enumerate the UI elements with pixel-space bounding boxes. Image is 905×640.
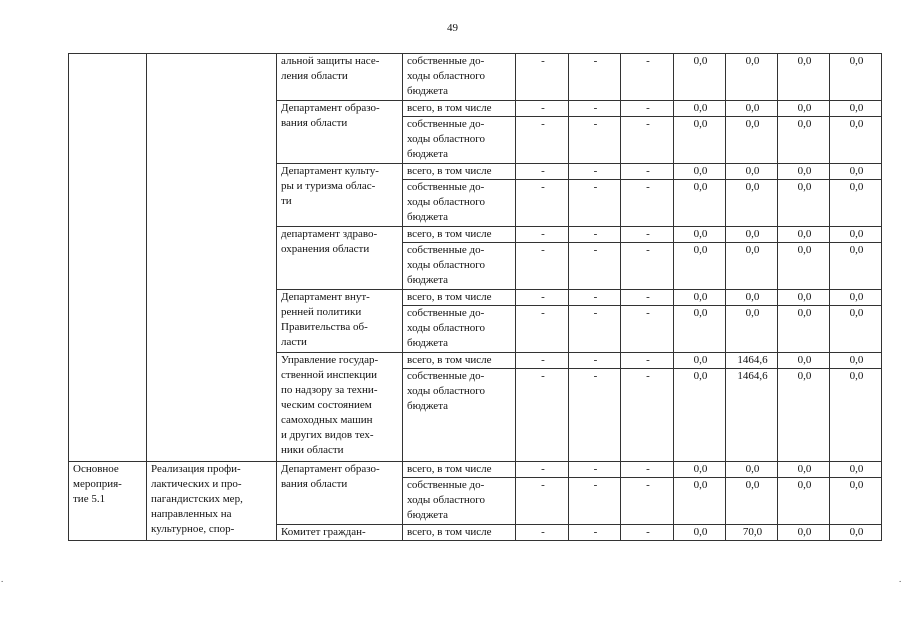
executor-cell: департамент здраво- охранения области <box>277 227 403 290</box>
amount-cell: 0,0 <box>830 54 882 101</box>
amount-cell: 0,0 <box>726 306 778 353</box>
amount-cell: 0,0 <box>674 462 726 478</box>
amount-cell: 0,0 <box>726 180 778 227</box>
dash-value-cell: - <box>569 180 621 227</box>
amount-cell: 0,0 <box>674 243 726 290</box>
dash-value-cell: - <box>569 525 621 541</box>
amount-cell: 0,0 <box>778 462 830 478</box>
amount-cell: 0,0 <box>674 227 726 243</box>
budget-table <box>68 53 882 541</box>
amount-cell: 0,0 <box>830 117 882 164</box>
dash-value-cell: - <box>621 243 674 290</box>
dash-value-cell: - <box>621 353 674 369</box>
amount-cell: 0,0 <box>778 478 830 525</box>
amount-cell: 0,0 <box>830 306 882 353</box>
amount-cell: 0,0 <box>726 290 778 306</box>
funding-source-cell: всего, в том числе <box>403 525 516 541</box>
amount-cell: 0,0 <box>778 353 830 369</box>
amount-cell: 0,0 <box>778 117 830 164</box>
amount-cell: 0,0 <box>830 180 882 227</box>
amount-cell: 0,0 <box>674 117 726 164</box>
amount-cell: 0,0 <box>674 306 726 353</box>
dash-value-cell: - <box>569 369 621 462</box>
funding-source-cell: собственные до- ходы областного бюджета <box>403 478 516 525</box>
amount-cell: 0,0 <box>830 462 882 478</box>
executor-cell: альной защиты насе- ления области <box>277 54 403 101</box>
funding-source-cell: собственные до- ходы областного бюджета <box>403 180 516 227</box>
amount-cell: 0,0 <box>726 243 778 290</box>
dash-value-cell: - <box>569 462 621 478</box>
funding-source-cell: всего, в том числе <box>403 290 516 306</box>
amount-cell: 1464,6 <box>726 369 778 462</box>
amount-cell: 0,0 <box>726 117 778 164</box>
amount-cell: 0,0 <box>726 54 778 101</box>
executor-cell: Департамент образо- вания области <box>277 462 403 525</box>
dash-value-cell: - <box>569 117 621 164</box>
amount-cell: 0,0 <box>830 164 882 180</box>
dash-value-cell: - <box>621 101 674 117</box>
funding-source-cell: собственные до- ходы областного бюджета <box>403 306 516 353</box>
amount-cell: 0,0 <box>830 353 882 369</box>
funding-source-cell: собственные до- ходы областного бюджета <box>403 117 516 164</box>
measure-code-cell <box>69 54 147 462</box>
amount-cell: 1464,6 <box>726 353 778 369</box>
dash-value-cell: - <box>621 306 674 353</box>
amount-cell: 0,0 <box>674 525 726 541</box>
amount-cell: 0,0 <box>674 54 726 101</box>
amount-cell: 0,0 <box>726 101 778 117</box>
amount-cell: 0,0 <box>726 478 778 525</box>
measure-name-cell <box>147 54 277 462</box>
amount-cell: 0,0 <box>830 478 882 525</box>
amount-cell: 0,0 <box>778 243 830 290</box>
funding-source-cell: собственные до- ходы областного бюджета <box>403 243 516 290</box>
dash-value-cell: - <box>569 243 621 290</box>
dash-value-cell: - <box>621 54 674 101</box>
dash-value-cell: - <box>516 54 569 101</box>
executor-cell: Департамент внут- ренней политики Правительства об- ласти <box>277 290 403 353</box>
dash-value-cell: - <box>621 369 674 462</box>
dash-value-cell: - <box>516 306 569 353</box>
dash-value-cell: - <box>621 478 674 525</box>
dash-value-cell: - <box>621 227 674 243</box>
amount-cell: 0,0 <box>726 164 778 180</box>
dash-value-cell: - <box>621 180 674 227</box>
dash-value-cell: - <box>621 164 674 180</box>
dash-value-cell: - <box>516 243 569 290</box>
dash-value-cell: - <box>516 101 569 117</box>
table-body <box>69 54 882 541</box>
amount-cell: 0,0 <box>778 525 830 541</box>
dash-value-cell: - <box>621 117 674 164</box>
dash-value-cell: - <box>516 164 569 180</box>
dash-value-cell: - <box>621 462 674 478</box>
dash-value-cell: - <box>621 290 674 306</box>
dash-value-cell: - <box>569 54 621 101</box>
amount-cell: 0,0 <box>674 101 726 117</box>
table-row <box>69 54 882 101</box>
funding-source-cell: собственные до- ходы областного бюджета <box>403 54 516 101</box>
dash-value-cell: - <box>569 478 621 525</box>
executor-cell: Управление государ- ственной инспекции по надзору за техни- ческим состоянием самоходных машин и других видов тех- ники области <box>277 353 403 462</box>
dash-value-cell: - <box>621 525 674 541</box>
amount-cell: 0,0 <box>830 227 882 243</box>
amount-cell: 70,0 <box>726 525 778 541</box>
executor-cell: Комитет граждан- <box>277 525 403 541</box>
amount-cell: 0,0 <box>726 462 778 478</box>
dash-value-cell: - <box>516 290 569 306</box>
dash-value-cell: - <box>516 369 569 462</box>
dash-value-cell: - <box>516 478 569 525</box>
amount-cell: 0,0 <box>830 101 882 117</box>
amount-cell: 0,0 <box>830 243 882 290</box>
dash-value-cell: - <box>569 290 621 306</box>
amount-cell: 0,0 <box>778 369 830 462</box>
executor-cell: Департамент культу- ры и туризма облас- ти <box>277 164 403 227</box>
dash-value-cell: - <box>569 164 621 180</box>
amount-cell: 0,0 <box>778 227 830 243</box>
scan-mark-left: . <box>1 574 4 584</box>
executor-cell: Департамент образо- вания области <box>277 101 403 164</box>
funding-source-cell: всего, в том числе <box>403 164 516 180</box>
funding-source-cell: всего, в том числе <box>403 353 516 369</box>
amount-cell: 0,0 <box>830 369 882 462</box>
dash-value-cell: - <box>516 180 569 227</box>
dash-value-cell: - <box>516 117 569 164</box>
funding-source-cell: всего, в том числе <box>403 462 516 478</box>
amount-cell: 0,0 <box>674 353 726 369</box>
amount-cell: 0,0 <box>726 227 778 243</box>
funding-source-cell: всего, в том числе <box>403 101 516 117</box>
amount-cell: 0,0 <box>778 306 830 353</box>
amount-cell: 0,0 <box>778 101 830 117</box>
measure-name-cell: Реализация профи- лактических и про- пагандистских мер, направленных на культурное, спор- <box>147 462 277 541</box>
measure-code-cell: Основное мероприя- тие 5.1 <box>69 462 147 541</box>
funding-source-cell: всего, в том числе <box>403 227 516 243</box>
amount-cell: 0,0 <box>674 369 726 462</box>
page-number: 49 <box>447 22 458 34</box>
dash-value-cell: - <box>569 353 621 369</box>
amount-cell: 0,0 <box>778 180 830 227</box>
amount-cell: 0,0 <box>778 54 830 101</box>
dash-value-cell: - <box>516 462 569 478</box>
amount-cell: 0,0 <box>778 290 830 306</box>
dash-value-cell: - <box>569 101 621 117</box>
amount-cell: 0,0 <box>674 478 726 525</box>
dash-value-cell: - <box>516 227 569 243</box>
dash-value-cell: - <box>516 525 569 541</box>
amount-cell: 0,0 <box>674 290 726 306</box>
dash-value-cell: - <box>569 227 621 243</box>
amount-cell: 0,0 <box>830 525 882 541</box>
dash-value-cell: - <box>516 353 569 369</box>
amount-cell: 0,0 <box>778 164 830 180</box>
amount-cell: 0,0 <box>674 180 726 227</box>
table-row <box>69 462 882 478</box>
dash-value-cell: - <box>569 306 621 353</box>
scan-mark-right: . <box>899 574 902 584</box>
funding-source-cell: собственные до- ходы областного бюджета <box>403 369 516 462</box>
amount-cell: 0,0 <box>674 164 726 180</box>
amount-cell: 0,0 <box>830 290 882 306</box>
